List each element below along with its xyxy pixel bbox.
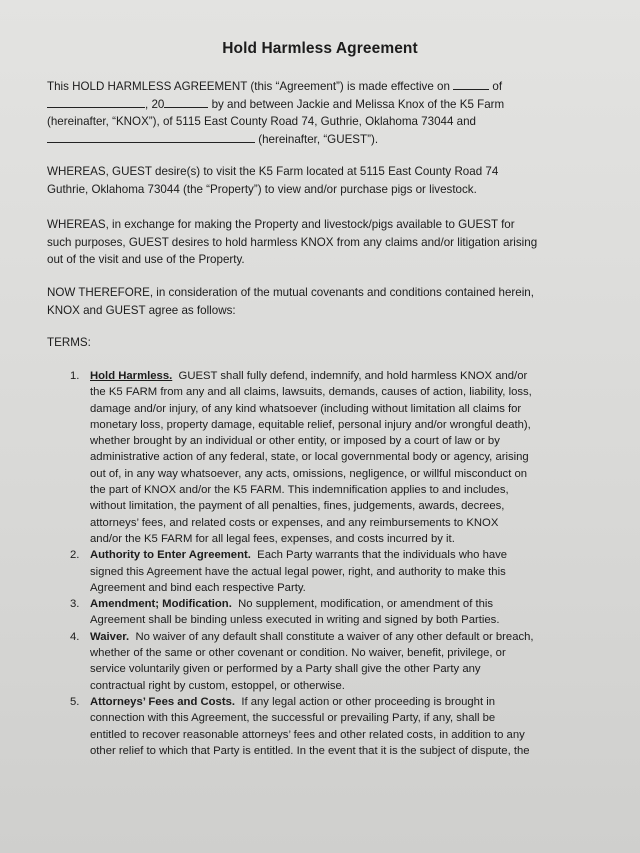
whereas-paragraph-1: WHEREAS, GUEST desire(s) to visit the K5 Farm located at 5115 East County Road 74 Guthrie, Oklahoma 73044 (the “Property”) to view and/or purchase pigs or livestock. <box>47 165 499 196</box>
month-blank <box>47 96 145 108</box>
document-title: Hold Harmless Agreement <box>222 40 418 57</box>
term-item: 4. Waiver. No waiver of any default shall constitute a waiver of any other default or breach, whether of the same or other covenant or condition. No waiver, benefit, privilege, or service voluntarily given or performed by a Party shall give the other Party any contractual right by custom, estoppel, or otherwise. <box>70 630 534 692</box>
now-therefore-paragraph: NOW THEREFORE, in consideration of the mutual covenants and conditions contained herein, KNOX and GUEST agree as follows: <box>47 286 534 317</box>
guest-name-blank <box>47 131 255 143</box>
term-number: 1. <box>70 370 80 382</box>
terms-label: TERMS: <box>47 336 91 349</box>
intro-text-guest: (hereinafter, “GUEST”). <box>258 132 379 146</box>
intro-paragraph <box>47 78 595 148</box>
term-heading: Amendment; Modification. <box>90 598 232 611</box>
intro-text-year: , 20 <box>145 97 165 111</box>
whereas-paragraph-2: WHEREAS, in exchange for making the Property and livestock/pigs available to GUEST for such purposes, GUEST desires to hold harmless KNOX from any claims and/or litigation arising out of the visit and use of the Property. <box>47 218 538 267</box>
term-item: 3. Amendment; Modification. No supplement, modification, or amendment of this Agreement shall be binding unless executed in writing and signed by both Parties. <box>70 598 500 627</box>
term-number: 2. <box>70 549 80 562</box>
term-number: 3. <box>70 598 80 611</box>
term-heading: Waiver. <box>90 630 130 643</box>
year-blank <box>164 96 208 108</box>
term-heading: Hold Harmless. <box>90 370 173 382</box>
day-blank <box>453 78 489 90</box>
intro-text-parties: by and between Jackie and Melissa Knox of the K5 Farm <box>211 97 505 111</box>
term-heading: Attorneys’ Fees and Costs. <box>90 695 236 708</box>
term-heading: Authority to Enter Agreement. <box>90 549 251 562</box>
term-item: 2. Authority to Enter Agreement. Each Party warrants that the individuals who have signed this Agreement have the actual legal power, right, and authority to make this Agreement and bind each respective Party. <box>70 549 508 594</box>
intro-text-of: of <box>492 80 503 93</box>
term-item: 1. Hold Harmless. GUEST shall fully defend, indemnify, and hold harmless KNOX and/or the K5 FARM from any and all claims, lawsuits, demands, causes of action, liability, loss, damage and/or injury, of any kind whatsoever (including without limitation all claims for monetary loss, property damage, equitable relief, personal injury and/or wrongful death), whether brought by an individual or other entity, or imposed by a court of law or by administrative action of any federal, state, or local governmental body or agency, arising out of, in any way whatsoever, any acts, omissions, negligence, or willful misconduct on the part of KNOX and/or the K5 FARM. This indemnification applies to and includes, without limitation, the payment of all penalties, fines, judgements, awards, decrees, attorneys’ fees, and related costs or expenses, and any reimbursements to KNOX and/or the K5 FARM for all legal fees, expenses, and costs incurred by it. <box>70 370 532 545</box>
intro-text-knox: (hereinafter, “KNOX”), of 5115 East County Road 74, Guthrie, Oklahoma 73044 and <box>47 115 476 129</box>
term-item: 5. Attorneys’ Fees and Costs. If any legal action or other proceeding is brought in connection with this Agreement, the successful or prevailing Party, if any, shall be entitled to recover reasonable attorneys’ fees and other related costs, in addition to any other relief to which that Party is entitled. In the event that it is the subject of dispute, the <box>70 695 530 757</box>
term-number: 5. <box>70 695 80 708</box>
intro-text-1: This HOLD HARMLESS AGREEMENT (this “Agreement”) is made effective on <box>47 80 450 93</box>
term-number: 4. <box>70 630 80 643</box>
terms-list <box>0 368 640 759</box>
